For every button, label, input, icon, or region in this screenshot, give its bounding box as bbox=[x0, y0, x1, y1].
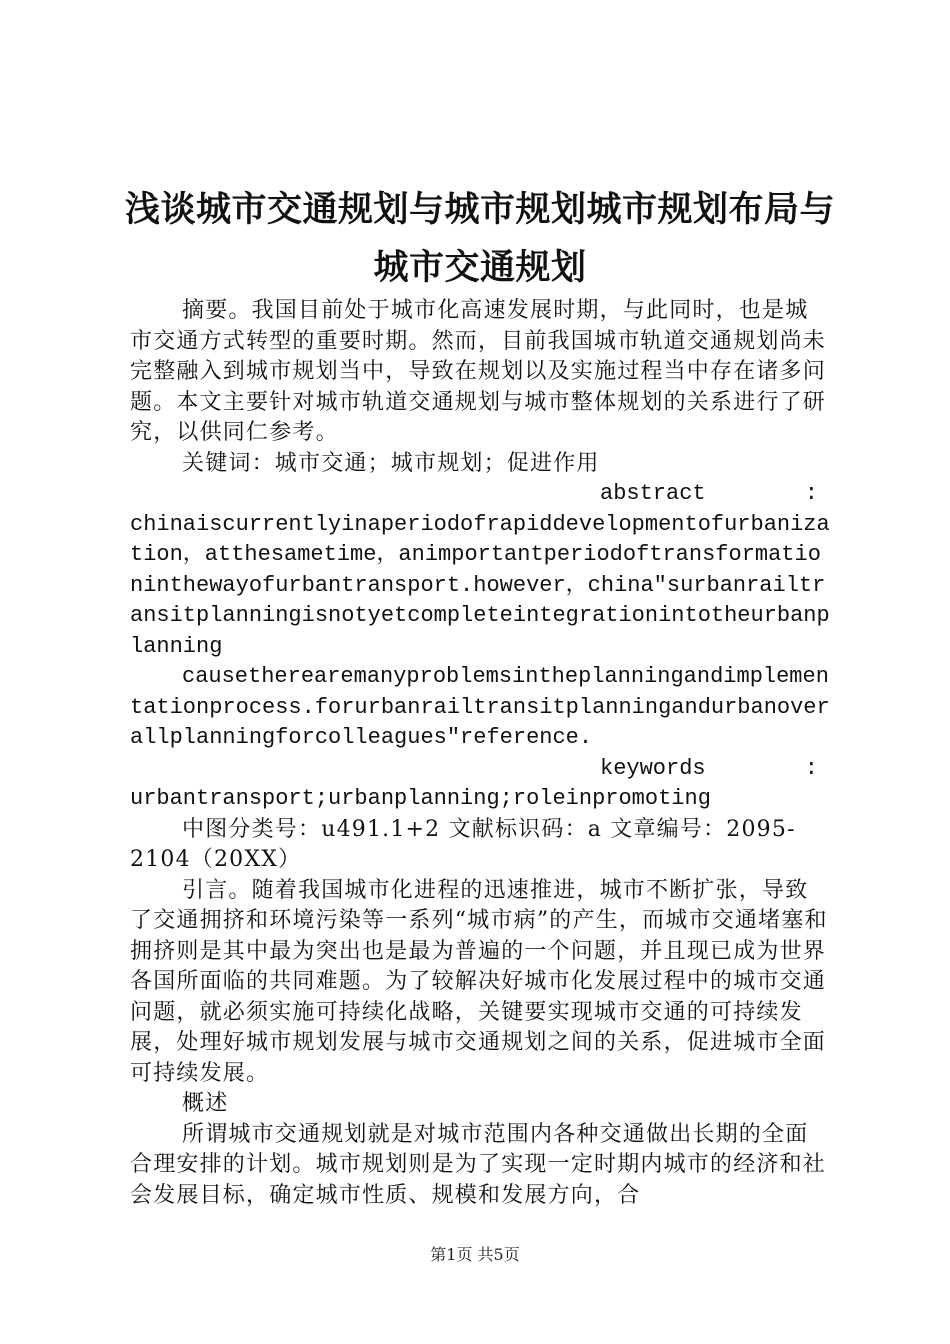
article-body bbox=[130, 296, 830, 1211]
title-line-1: 浅谈城市交通规划与城市规划城市规划布局与 bbox=[124, 189, 835, 230]
overview-paragraph: 所谓城市交通规划就是对城市范围内各种交通做出长期的全面合理安排的计划。城市规划则是为了实现一定时期内城市的经济和社会发展目标，确定城市性质、规模和发展方向，合 bbox=[130, 1121, 827, 1208]
intro-paragraph: 引言。随着我国城市化进程的迅速推进，城市不断扩张，导致了交通拥挤和环境污染等一系列“城市病”的产生，而城市交通堵塞和拥挤则是其中最为突出也是最为普遍的一个问题，并且现已成为世界各国所面临的共同难题。为了较解决好城市化发展过程中的城市交通问题，就必须实施可持续化战略，关键要实现城市交通的可持续发展，处理好城市规划发展与城市交通规划之间的关系，促进城市全面可持续发展。 bbox=[130, 877, 828, 1086]
keywords-en-text: urbantransport;urbanplanning;roleinpromoting bbox=[130, 786, 711, 811]
abstract-cn: 摘要。我国目前处于城市化高速发展时期，与此同时，也是城市交通方式转型的重要时期。然而，目前我国城市轨道交通规划尚未完整融入到城市规划当中，导致在规划以及实施过程当中存在诸多问题。本文主要针对城市轨道交通规划与城市整体规划的关系进行了研究，以供同仁参考。 bbox=[130, 298, 827, 445]
keywords-en-label: keywords bbox=[600, 755, 706, 781]
section-heading: 概述 bbox=[182, 1091, 229, 1116]
keywords-cn: 关键词：城市交通；城市规划；促进作用 bbox=[182, 450, 600, 476]
classification-line: 中图分类号：u491.1+2 文献标识码：a 文章编号：2095-2104（20XX） bbox=[130, 816, 796, 872]
abstract-en-text-1: chinaiscurrentlyinaperiodofrapiddevelopmentofurbanization，atthesametime，animportantperiodoftransformationinthewayofurbantransport.however，china"surbanrailtransitplanningisnotyetcompleteintegrationintotheurbanplanning bbox=[130, 511, 830, 659]
abstract-en-label-row bbox=[130, 479, 830, 510]
page-footer: 第1页 共5页 bbox=[430, 1245, 520, 1264]
abstract-en-text-2: causetherearemanyproblemsintheplanningandimplementationprocess.forurbanrailtransitplanningandurbanoverallplanningforcolleagues"reference. bbox=[130, 664, 830, 750]
keywords-en-label-row bbox=[130, 754, 830, 785]
abstract-en-label: abstract bbox=[600, 481, 706, 506]
abstract-en-colon: : bbox=[804, 481, 818, 506]
title-line-2: 城市交通规划 bbox=[373, 247, 587, 288]
keywords-en-colon: : bbox=[804, 755, 818, 781]
